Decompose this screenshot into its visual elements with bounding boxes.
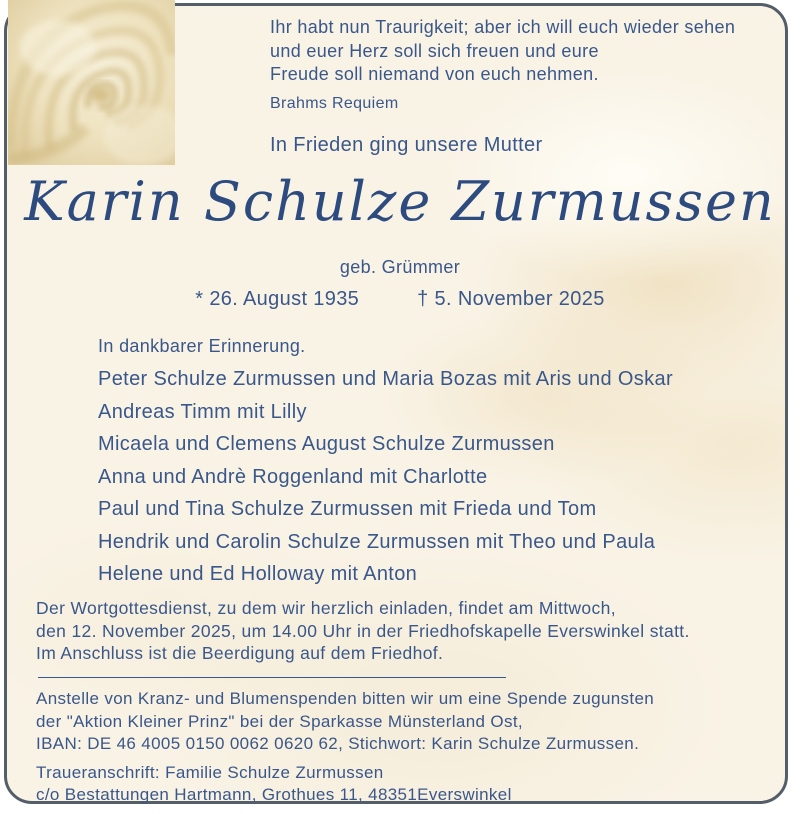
family-list	[98, 363, 673, 591]
donation-line: IBAN: DE 46 4005 0150 0062 0620 62, Stichwort: Karin Schulze Zurmussen.	[36, 734, 640, 753]
maiden-name: geb. Grümmer	[339, 257, 461, 277]
poem-line: Freude soll niemand von euch nehmen.	[270, 64, 599, 84]
poem-line: und euer Herz soll sich freuen und eure	[270, 40, 599, 61]
service-line: Der Wortgottesdienst, zu dem wir herzlich einladen, findet am Mittwoch,	[36, 598, 616, 618]
address-line: c/o Bestattungen Hartmann, Grothues 11, 48351Everswinkel	[36, 785, 512, 804]
poem-line: Ihr habt nun Traurigkeit; aber ich will euch wieder sehen	[270, 17, 736, 37]
family-line: Hendrik und Carolin Schulze Zurmussen mit Theo und Paula	[98, 530, 656, 553]
family-line: Paul und Tina Schulze Zurmussen mit Frieda und Tom	[98, 498, 597, 520]
service-line: Im Anschluss ist die Beerdigung auf dem Friedhof.	[36, 643, 444, 663]
donation-line: Anstelle von Kranz- und Blumenspenden bitten wir um eine Spende zugunsten	[36, 689, 655, 708]
family-line: Micaela und Clemens August Schulze Zurmussen	[98, 433, 555, 455]
service-line: den 12. November 2025, um 14.00 Uhr in der Friedhofskapelle Everswinkel statt.	[36, 620, 690, 641]
death-date: † 5. November 2025	[417, 288, 605, 310]
donation-info	[36, 688, 654, 756]
remembrance-line: In dankbarer Erinnerung.	[98, 336, 306, 356]
poem-attribution: Brahms Requiem	[270, 94, 399, 112]
intro-line: In Frieden ging unsere Mutter	[270, 134, 543, 156]
deceased-name: Karin Schulze Zurmussen	[24, 170, 776, 233]
life-dates	[0, 288, 800, 311]
donation-line: der "Aktion Kleiner Prinz" bei der Sparkasse Münsterland Ost,	[36, 711, 523, 731]
divider	[38, 677, 506, 678]
rose-photo	[8, 0, 175, 165]
service-info	[36, 597, 690, 665]
family-line: Anna und Andrè Roggenland mit Charlotte	[98, 465, 488, 488]
mourning-address	[36, 762, 512, 806]
family-line: Helene und Ed Holloway mit Anton	[98, 563, 418, 585]
family-line: Andreas Timm mit Lilly	[98, 400, 307, 423]
family-line: Peter Schulze Zurmussen und Maria Bozas mit Aris und Oskar	[98, 368, 673, 390]
poem-block	[270, 16, 735, 115]
address-line: Traueranschrift: Familie Schulze Zurmussen	[36, 763, 384, 782]
birth-date: * 26. August 1935	[195, 288, 360, 310]
